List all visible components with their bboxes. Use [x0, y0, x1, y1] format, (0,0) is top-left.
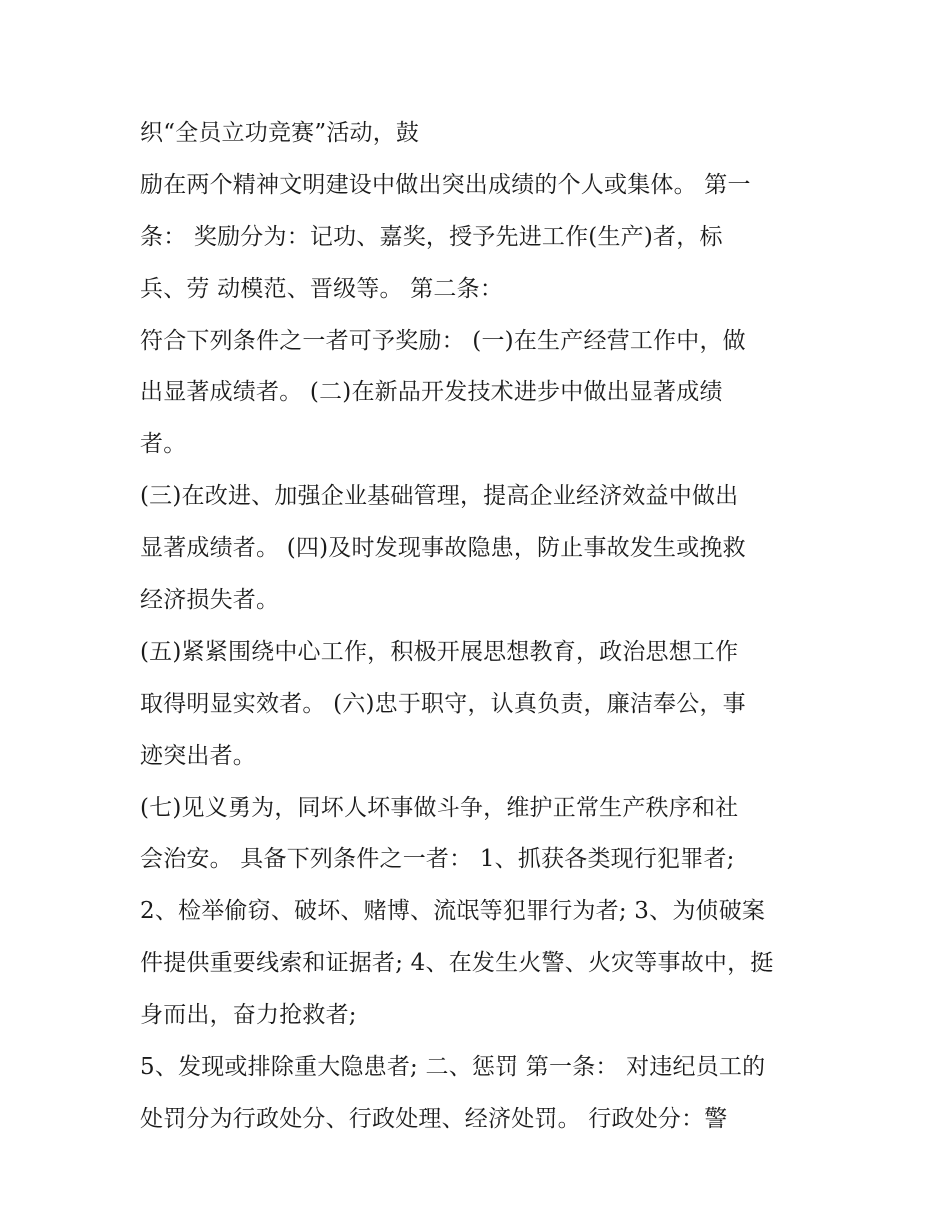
text-line: 条： 奖励分为：记功、嘉奖，授予先进工作(生产)者，标 [140, 223, 723, 250]
text-line: 5、发现或排除重大隐患者; 二、惩罚 第一条： 对违纪员工的 [140, 1054, 766, 1081]
text-line: 件提供重要线索和证据者; 4、在发生火警、火灾等事故中，挺 [140, 950, 774, 977]
text-line: 2、检举偷窃、破坏、赌博、流氓等犯罪行为者; 3、为侦破案 [140, 898, 766, 925]
text-line: (五)紧紧围绕中心工作，积极开展思想教育，政治思想工作 [140, 638, 739, 665]
document-body [140, 108, 830, 1146]
text-line: 兵、劳 动模范、晋级等。 第二条： [140, 275, 504, 302]
text-line: 出显著成绩者。 (二)在新品开发技术进步中做出显著成绩 [140, 379, 723, 406]
text-line: 身而出，奋力抢救者; [140, 1002, 357, 1029]
text-line: (七)见义勇为，同坏人坏事做斗争，维护正常生产秩序和社 [140, 794, 739, 821]
text-line: 者。 [140, 431, 187, 458]
text-line: 励在两个精神文明建设中做出突出成绩的个人或集体。 第一 [140, 171, 751, 198]
text-line: 织“全员立功竞赛”活动，鼓 [140, 120, 420, 146]
text-line: 显著成绩者。 (四)及时发现事故隐患，防止事故发生或挽救 [140, 535, 746, 562]
text-line: 取得明显实效者。 (六)忠于职守，认真负责，廉洁奉公，事 [140, 690, 746, 717]
text-line: 会治安。 具备下列条件之一者： 1、抓获各类现行犯罪者; [140, 846, 735, 873]
text-line: 经济损失者。 [140, 587, 280, 614]
text-line: 迹突出者。 [140, 742, 256, 769]
text-line: (三)在改进、加强企业基础管理，提高企业经济效益中做出 [140, 483, 739, 510]
text-line: 符合下列条件之一者可予奖励： (一)在生产经营工作中，做 [140, 327, 746, 354]
text-line: 处罚分为行政处分、行政处理、经济处罚。 行政处分：警 [140, 1105, 728, 1132]
